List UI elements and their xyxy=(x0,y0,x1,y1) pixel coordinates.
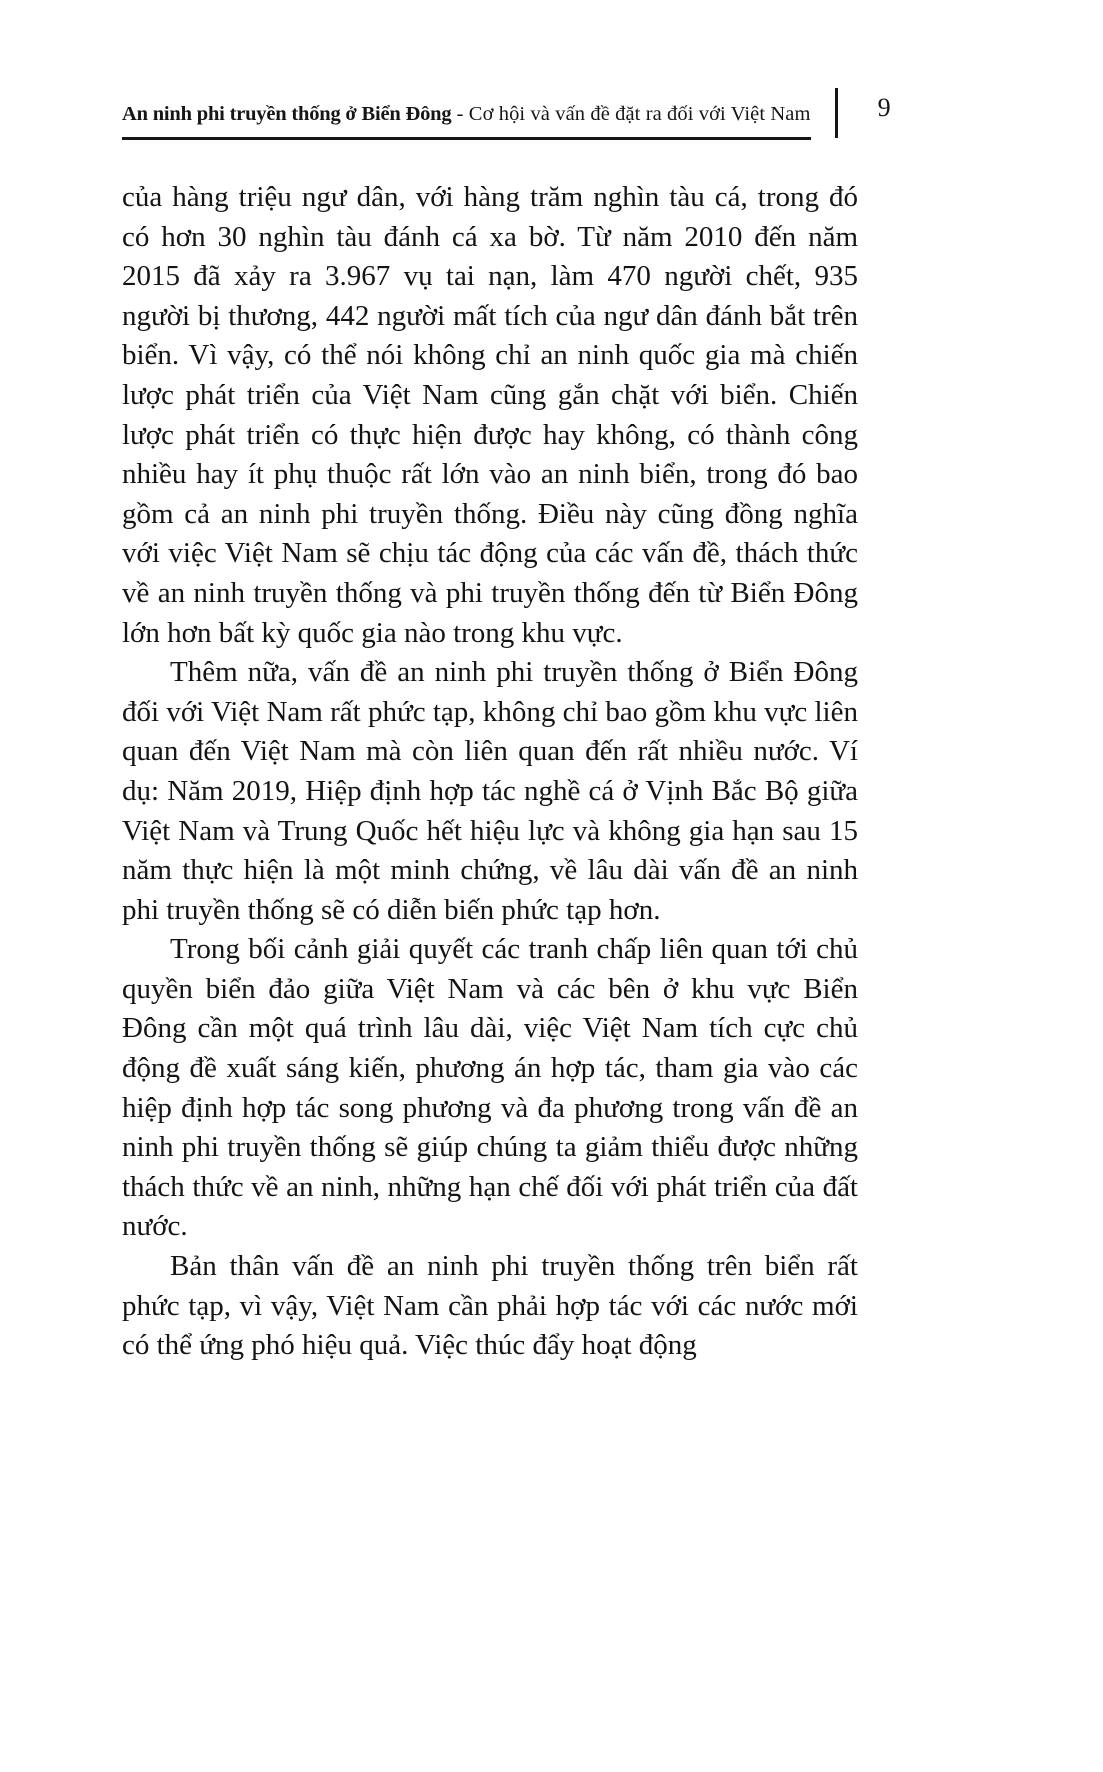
book-subtitle: - Cơ hội và vấn đề đặt ra đối với Việt Nam xyxy=(451,103,811,126)
header-divider xyxy=(835,88,838,138)
paragraph: của hàng triệu ngư dân, với hàng trăm nghìn tàu cá, trong đó có hơn 30 nghìn tàu đánh cá xa bờ. Từ năm 2010 đến năm 2015 đã xảy ra 3.967 vụ tai nạn, làm 470 người chết, 935 người bị thương, 442 người mất tích của ngư dân đánh bắt trên biển. Vì vậy, có thể nói không chỉ an ninh quốc gia mà chiến lược phát triển của Việt Nam cũng gắn chặt với biển. Chiến lược phát triển có thực hiện được hay không, có thành công nhiều hay ít phụ thuộc rất lớn vào an ninh biển, trong đó bao gồm cả an ninh phi truyền thống. Điều này cũng đồng nghĩa với việc Việt Nam sẽ chịu tác động của các vấn đề, thách thức về an ninh truyền thống và phi truyền thống đến từ Biển Đông lớn hơn bất kỳ quốc gia nào trong khu vực. xyxy=(122,181,858,649)
paragraph: Thêm nữa, vấn đề an ninh phi truyền thống ở Biển Đông đối với Việt Nam rất phức tạp, không chỉ bao gồm khu vực liên quan đến Việt Nam mà còn liên quan đến rất nhiều nước. Ví dụ: Năm 2019, Hiệp định hợp tác nghề cá ở Vịnh Bắc Bộ giữa Việt Nam và Trung Quốc hết hiệu lực và không gia hạn sau 15 năm thực hiện là một minh chứng, về lâu dài vấn đề an ninh phi truyền thống sẽ có diễn biến phức tạp hơn. xyxy=(122,656,858,926)
book-title: An ninh phi truyền thống ở Biển Đông xyxy=(122,103,452,126)
running-head xyxy=(122,102,811,140)
page-header xyxy=(122,88,891,140)
paragraph: Bản thân vấn đề an ninh phi truyền thống trên biển rất phức tạp, vì vậy, Việt Nam cần phải hợp tác với các nước mới có thể ứng phó hiệu quả. Việc thúc đẩy hoạt động xyxy=(122,1250,858,1362)
page-body xyxy=(122,178,858,1366)
paragraph: Trong bối cảnh giải quyết các tranh chấp liên quan tới chủ quyền biển đảo giữa Việt Nam và các bên ở khu vực Biển Đông cần một quá trình lâu dài, việc Việt Nam tích cực chủ động đề xuất sáng kiến, phương án hợp tác, tham gia vào các hiệp định hợp tác song phương và đa phương trong vấn đề an ninh phi truyền thống sẽ giúp chúng ta giảm thiểu được những thách thức về an ninh, những hạn chế đối với phát triển của đất nước. xyxy=(122,933,858,1243)
page-number: 9 xyxy=(877,93,891,122)
page-number-block xyxy=(835,88,891,140)
